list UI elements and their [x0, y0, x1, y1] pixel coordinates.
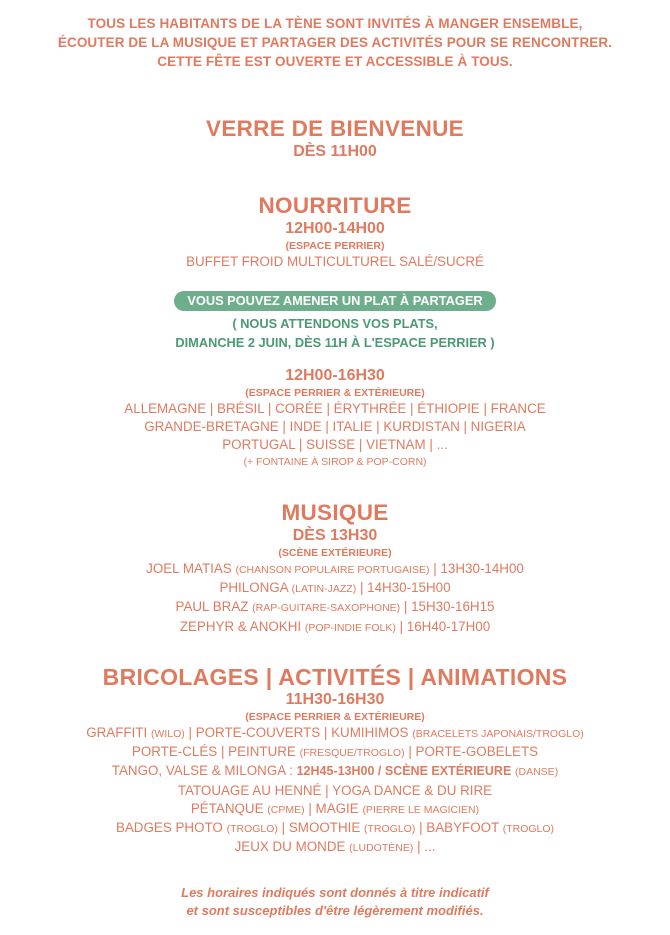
welcome-time: DÈS 11H00	[293, 143, 377, 160]
act-genre: (POP-INDIE FOLK)	[304, 621, 396, 634]
activities-place: (ESPACE PERRIER & EXTÉRIEURE)	[245, 711, 425, 723]
activities-line	[0, 724, 670, 743]
act-name: PAUL BRAZ	[175, 599, 249, 615]
activity-detail: (TROGLO)	[226, 823, 278, 836]
act-slot: | 14H30-15H00	[359, 580, 451, 596]
music-act	[0, 579, 670, 598]
act-name: PHILONGA	[219, 580, 288, 596]
intro-line: ÉCOUTER DE LA MUSIQUE ET PARTAGER DES ACTIVITÉS POUR SE RENCONTRER.	[57, 35, 613, 50]
activities-line	[0, 762, 670, 781]
food-notice	[0, 315, 670, 352]
activity-text: TANGO, VALSE & MILONGA :	[111, 763, 293, 779]
music-time: DÈS 13H30	[292, 527, 378, 544]
act-slot: | 13H30-14H00	[433, 561, 524, 576]
food-desc: BUFFET FROID MULTICULTUREL SALÉ/SUCRÉ	[186, 254, 484, 269]
music-act	[0, 598, 670, 617]
activities-section	[0, 664, 670, 857]
activities-line	[0, 800, 670, 819]
activity-detail: (TROGLO)	[502, 823, 555, 836]
stands-place: (ESPACE PERRIER & EXTÉRIEURE)	[245, 387, 425, 399]
activity-detail: (BRACELETS JAPONAIS/TROGLO)	[412, 728, 584, 740]
act-slot: | 15H30-16H15	[403, 599, 495, 615]
activity-detail: (TROGLO)	[364, 823, 416, 836]
activity-text: | PORTE-GOBELETS	[408, 744, 539, 760]
food-time: 12H00-14H00	[285, 220, 385, 237]
activities-line	[0, 838, 670, 857]
food-notice-line: ( NOUS ATTENDONS VOS PLATS,	[232, 316, 438, 331]
activity-detail: (WILO)	[150, 728, 185, 740]
activities-time: 11H30-16H30	[285, 691, 385, 708]
activity-schedule: 12H45-13H00 / SCÈNE EXTÉRIEURE	[296, 764, 512, 779]
activity-text: BADGES PHOTO	[115, 820, 223, 836]
activity-text: | MAGIE	[308, 800, 359, 816]
act-genre: (CHANSON POPULAIRE PORTUGAISE)	[235, 564, 430, 576]
activities-line	[0, 819, 670, 838]
welcome-section	[0, 116, 670, 162]
activity-detail: (PIERRE LE MAGICIEN)	[362, 803, 480, 816]
intro-line: CETTE FÊTE EST OUVERTE ET ACCESSIBLE À TOUS.	[157, 54, 513, 69]
activity-text: GRAFFITI	[86, 725, 148, 740]
activity-text: JEUX DU MONDE	[234, 839, 346, 855]
food-place: (ESPACE PERRIER)	[285, 240, 385, 252]
act-name: JOEL MATIAS	[146, 561, 232, 576]
music-place: (SCÈNE EXTÉRIEURE)	[278, 547, 392, 559]
footer-note	[0, 884, 670, 920]
music-title: MUSIQUE	[281, 500, 389, 525]
stands-time: 12H00-16H30	[285, 367, 385, 384]
footer-line: et sont susceptibles d'être légèrement modifiés.	[186, 903, 484, 918]
share-dish-banner	[0, 291, 670, 311]
music-act	[0, 560, 670, 579]
music-section	[0, 500, 670, 637]
activity-text: | ...	[417, 839, 436, 855]
stands-extra: (+ FONTAINE À SIROP & POP-CORN)	[243, 455, 427, 468]
activity-text: | PORTE-COUVERTS | KUMIHIMOS	[188, 725, 409, 740]
food-title: NOURRITURE	[258, 193, 412, 218]
intro-text	[0, 14, 670, 71]
footer-line: Les horaires indiqués sont donnés à titre indicatif	[181, 885, 489, 900]
activity-text: PORTE-CLÉS | PEINTURE	[131, 744, 296, 760]
activity-detail: (FRESQUE/TROGLO)	[299, 747, 405, 760]
stands-line: GRANDE-BRETAGNE | INDE | ITALIE | KURDISTAN | NIGERIA	[144, 419, 526, 435]
stands-section	[0, 366, 670, 469]
activities-title: BRICOLAGES | ACTIVITÉS | ANIMATIONS	[102, 664, 568, 690]
activity-text: PÉTANQUE	[190, 800, 264, 816]
activities-line	[0, 743, 670, 762]
activities-line: TATOUAGE AU HENNÉ | YOGA DANCE & DU RIRE	[177, 782, 493, 798]
activity-detail: (DANSE)	[515, 766, 559, 779]
activity-detail: (LUDOTÈNE)	[349, 842, 414, 855]
intro-line: TOUS LES HABITANTS DE LA TÈNE SONT INVITÉS À MANGER ENSEMBLE,	[87, 16, 583, 31]
act-genre: (LATIN-JAZZ)	[291, 583, 357, 596]
activity-text: | SMOOTHIE	[281, 820, 361, 836]
music-act	[0, 618, 670, 637]
food-section	[0, 193, 670, 271]
stands-line: PORTUGAL | SUISSE | VIETNAM | ...	[222, 437, 448, 453]
act-slot: | 16H40-17H00	[399, 618, 491, 634]
act-name: ZEPHYR & ANOKHI	[179, 618, 302, 634]
activity-detail: (CPME)	[267, 803, 305, 816]
stands-line: ALLEMAGNE | BRÉSIL | CORÉE | ÉRYTHRÉE | ÉTHIOPIE | FRANCE	[124, 401, 546, 416]
activity-text: | BABYFOOT	[419, 820, 499, 836]
welcome-title: VERRE DE BIENVENUE	[206, 116, 464, 141]
food-notice-line: DIMANCHE 2 JUIN, DÈS 11H À L'ESPACE PERRIER )	[175, 334, 495, 350]
act-genre: (RAP-GUITARE-SAXOPHONE)	[252, 602, 401, 615]
share-dish-pill: VOUS POUVEZ AMENER UN PLAT À PARTAGER	[174, 291, 495, 311]
